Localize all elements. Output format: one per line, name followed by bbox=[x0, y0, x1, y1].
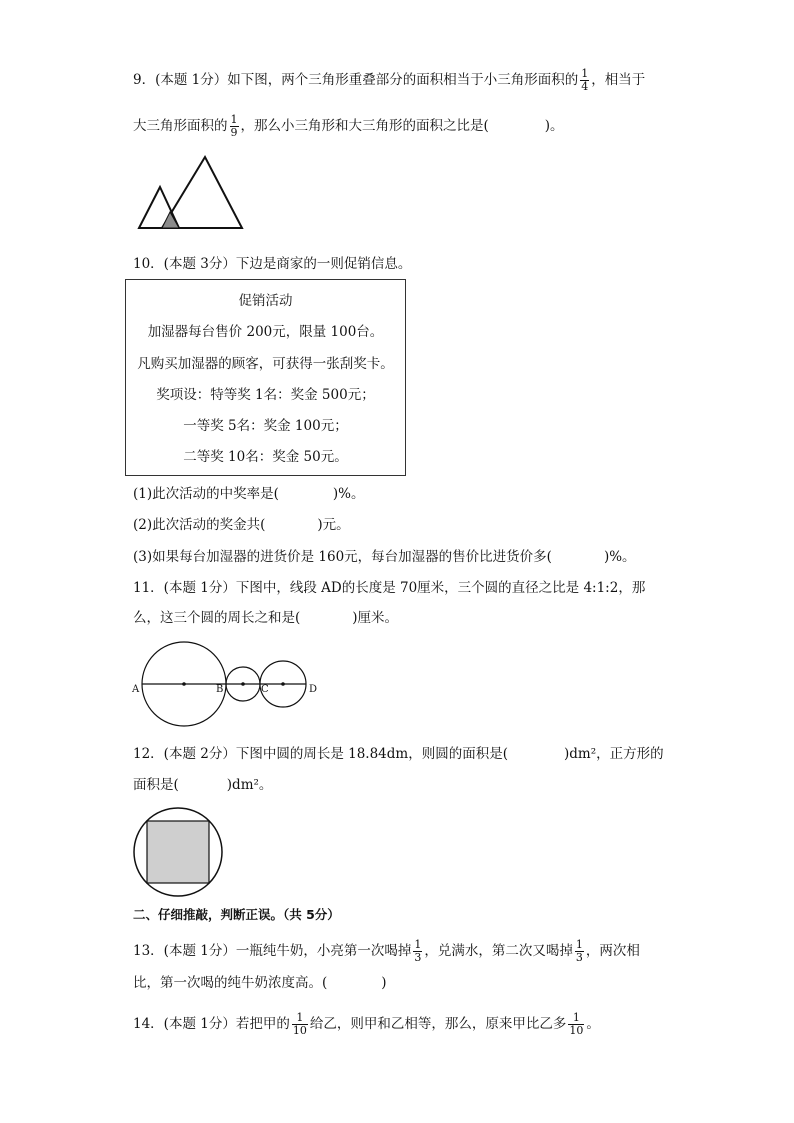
q13-line1: 13．(本题 1分）一瓶纯牛奶，小亮第一次喝掉 $\frac{1}{3}$ ，兑满水，第二次又喝掉 $\frac{1}{3}$ ，两次相 bbox=[133, 938, 640, 964]
q12-line2: 面积是( )dm²。 bbox=[133, 777, 273, 793]
label-b: B bbox=[216, 684, 224, 695]
overlap-shaded-region bbox=[162, 212, 179, 228]
fraction: $\frac{1}{3}$ bbox=[414, 938, 422, 964]
q13-line2: 比，第一次喝的纯牛奶浓度高。( ) bbox=[133, 975, 387, 991]
promotion-title: 促销活动 bbox=[238, 293, 293, 309]
center-point bbox=[281, 682, 285, 686]
q9-line1: 9．(本题 1分）如下图，两个三角形重叠部分的面积相当于小三角形面积的 $\frac{1}{4}$ ，相当于 bbox=[133, 67, 646, 93]
three-circles-figure bbox=[130, 640, 330, 730]
circle-square-figure bbox=[132, 806, 224, 898]
q11-line1: 11．(本题 1分）下图中，线段 AD的长度是 70厘米，三个圆的直径之比是 4:1:2，那 bbox=[133, 580, 646, 596]
q10-sub3: (3)如果每台加湿器的进货价是 160元，每台加湿器的售价比进货价多( )%。 bbox=[133, 549, 636, 565]
q10-line: 10．(本题 3分）下边是商家的一则促销信息。 bbox=[133, 256, 412, 272]
q14-line: 14．(本题 1分）若把甲的 $\frac{1}{10}$ 给乙，则甲和乙相等，那么，原来甲比乙多 $\frac{1}{10}$ 。 bbox=[133, 1011, 600, 1037]
fraction: $\frac{1}{9}$ bbox=[230, 113, 238, 139]
q10-sub1: (1)此次活动的中奖率是( )%。 bbox=[133, 486, 365, 502]
inscribed-square bbox=[147, 821, 209, 883]
promotion-line: 二等奖 10名：奖金 50元。 bbox=[183, 449, 348, 465]
label-c: C bbox=[261, 684, 269, 695]
promotion-line: 加湿器每台售价 200元，限量 100台。 bbox=[147, 324, 384, 340]
promotion-line: 一等奖 5名：奖金 100元； bbox=[183, 418, 348, 434]
fraction: $\frac{1}{10}$ bbox=[569, 1011, 584, 1037]
q12-line1: 12．(本题 2分）下图中圆的周长是 18.84dm，则圆的面积是( )dm²，正方形的 bbox=[133, 746, 664, 762]
q10-sub2: (2)此次活动的奖金共( )元。 bbox=[133, 517, 350, 533]
promotion-line: 凡购买加湿器的顾客，可获得一张刮奖卡。 bbox=[137, 356, 394, 372]
label-a: A bbox=[132, 684, 140, 695]
promotion-box bbox=[125, 279, 406, 476]
fraction: $\frac{1}{10}$ bbox=[292, 1011, 307, 1037]
center-point bbox=[241, 682, 245, 686]
fraction: $\frac{1}{3}$ bbox=[575, 938, 583, 964]
fraction: $\frac{1}{4}$ bbox=[581, 67, 589, 93]
q9-line2: 大三角形面积的 $\frac{1}{9}$ ，那么小三角形和大三角形的面积之比是( )。 bbox=[133, 113, 564, 139]
promotion-line: 奖项设：特等奖 1名：奖金 500元； bbox=[156, 387, 375, 403]
q11-line2: 么，这三个圆的周长之和是( )厘米。 bbox=[133, 610, 399, 626]
overlapping-triangles-figure bbox=[136, 154, 246, 232]
label-d: D bbox=[309, 684, 318, 695]
section-title: 二、仔细推敲，判断正误。（共 5分） bbox=[133, 907, 340, 922]
center-point bbox=[182, 682, 186, 686]
